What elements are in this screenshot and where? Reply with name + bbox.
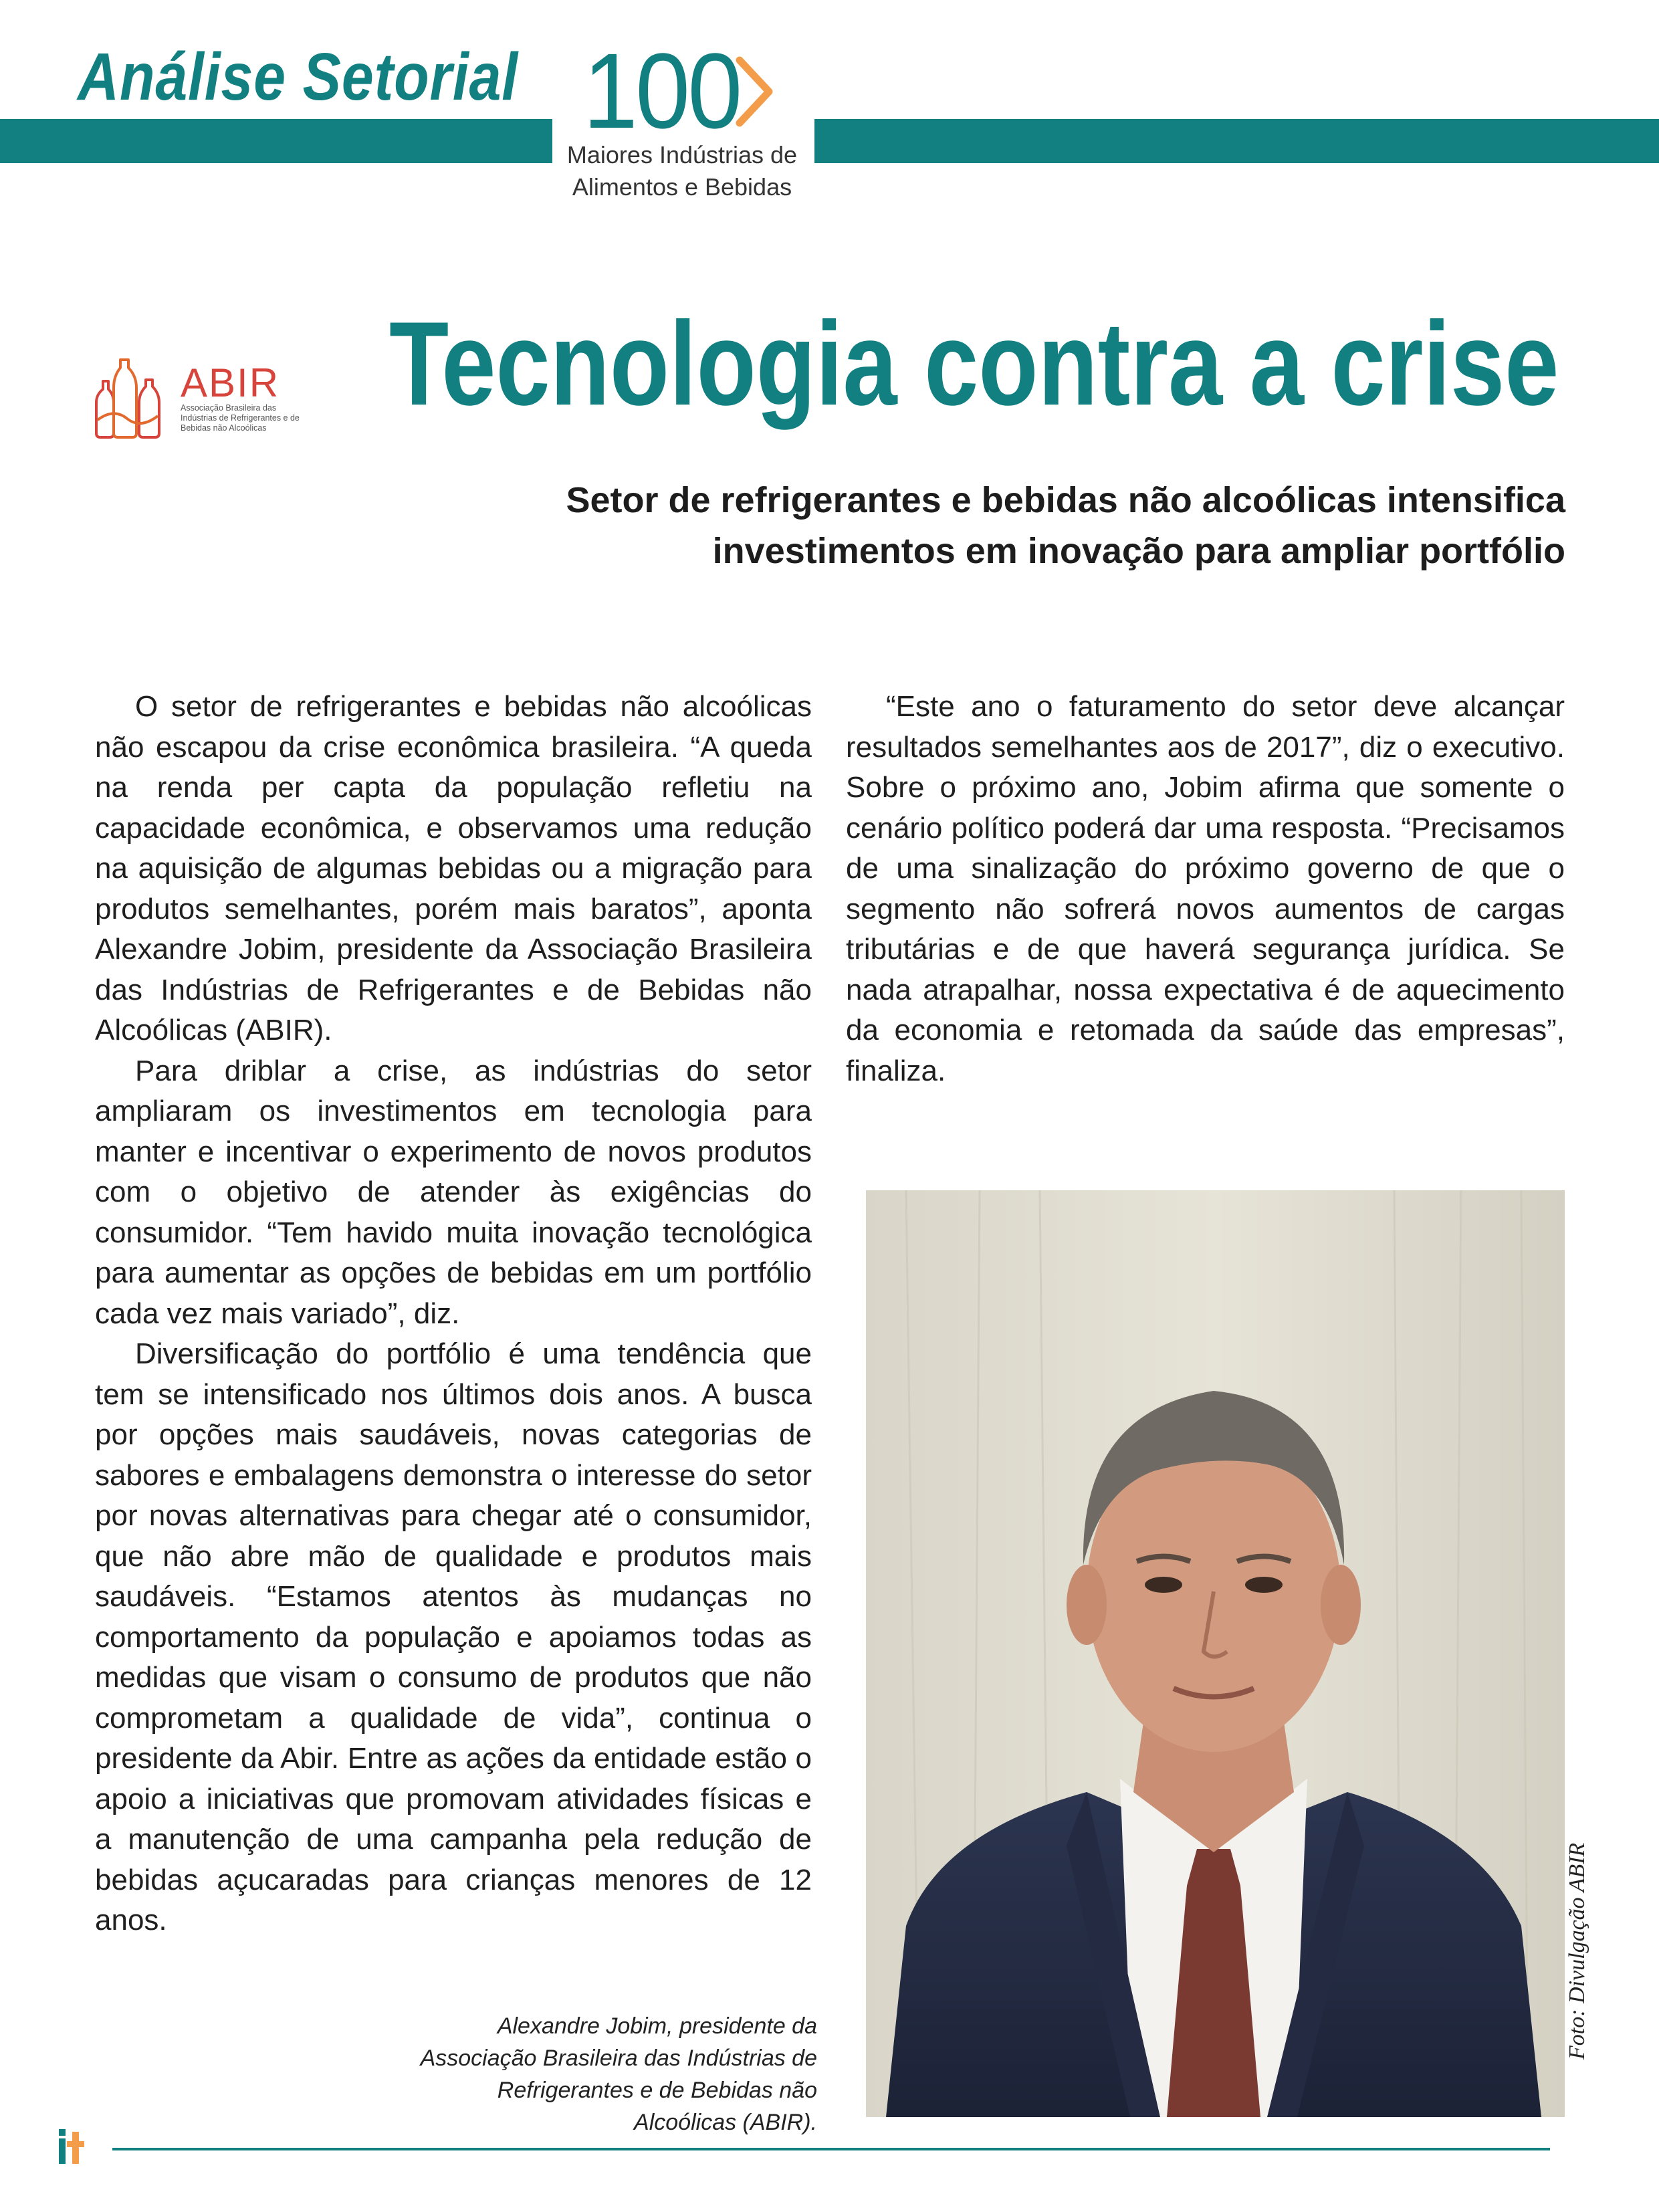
badge-line-1: Maiores Indústrias de	[566, 141, 798, 169]
logo-tagline: Associação Brasileira das Indústrias de Refrigerantes e de Bebidas não Alcoólicas	[181, 403, 300, 433]
header-bar-right	[814, 119, 1659, 163]
paragraph: Diversificação do portfólio é uma tendência que tem se intensificado nos últimos dois anos. A busca por opções mais saudáveis, novas categorias de sabores e embalagens demonstra o interesse do setor por novas alternativas para chegar até o consumidor, que não abre mão de qualidade e produtos mais saudáveis. “Estamos atentos às mudanças no comportamento da população e apoiamos todas as medidas que visam o consumo de produtos que não comprometam a qualidade de vida”, continua o presidente da Abir. Entre as ações da entidade estão o apoio a iniciativas que promovam atividades físicas e a manutenção de uma campanha pela redução de bebidas açucaradas para crianças menores de 12 anos.	[95, 1337, 812, 1937]
article-column-left	[95, 687, 812, 1941]
paragraph: “Este ano o faturamento do setor deve alcançar resultados semelhantes aos de 2017”, diz o executivo. Sobre o próximo ano, Jobim afirma que somente o cenário político poderá dar uma resposta. “Precisamos de uma sinalização do próximo governo de que o segmento não sofrerá novos aumentos de cargas tributárias e de que haverá segurança jurídica. Se nada atrapalhar, nossa expectativa é de aquecimento da economia e retomada da saúde das empresas”, finaliza.	[846, 690, 1565, 1087]
footer-rule	[112, 2148, 1550, 2150]
photo-credit: Foto: Divulgação ABIR	[1565, 1842, 1589, 2060]
subtitle-line-1: Setor de refrigerantes e bebidas não alcoólicas intensifica	[566, 480, 1565, 520]
portrait-photo	[866, 1190, 1565, 2117]
photo-caption: Alexandre Jobim, presidente da Associação Brasileira das Indústrias de Refrigerantes e de Bebidas não Alcoólicas (ABIR).	[420, 2013, 817, 2135]
article-column-right	[846, 687, 1565, 1091]
paragraph: O setor de refrigerantes e bebidas não alcoólicas não escapou da crise econômica brasileira. “A queda na renda per capta da população refletiu na capacidade econômica, e observamos uma redução na aquisição de algumas bebidas ou a migração para produtos semelhantes, porém mais baratos”, aponta Alexandre Jobim, presidente da Associação Brasileira das Indústrias de Refrigerantes e de Bebidas não Alcoólicas (ABIR).	[95, 690, 812, 1046]
paragraph: Para driblar a crise, as indústrias do setor ampliaram os investimentos em tecnologia para manter e incentivar o experimento de novos produtos com o objetivo de atender às exigências do consumidor. “Tem havido muita inovação tecnológica para aumentar as opções de bebidas em um portfólio cada vez mais variado”, diz.	[95, 1054, 812, 1330]
section-label: Análise Setorial	[78, 39, 519, 114]
badge-number: 100	[583, 31, 740, 150]
article-title: Tecnologia contra a crise	[389, 297, 1559, 430]
logo-name: ABIR	[181, 360, 280, 405]
portrait-illustration	[866, 1190, 1565, 2117]
badge-line-2: Alimentos e Bebidas	[572, 173, 792, 201]
chevron-right-icon	[730, 55, 777, 128]
subtitle-line-2: investimentos em inovação para ampliar portfólio	[712, 531, 1565, 571]
badge-subtitle	[548, 139, 816, 203]
it-logo-icon	[58, 2126, 94, 2167]
article-subtitle	[295, 475, 1565, 576]
header-bar-left	[0, 119, 552, 163]
